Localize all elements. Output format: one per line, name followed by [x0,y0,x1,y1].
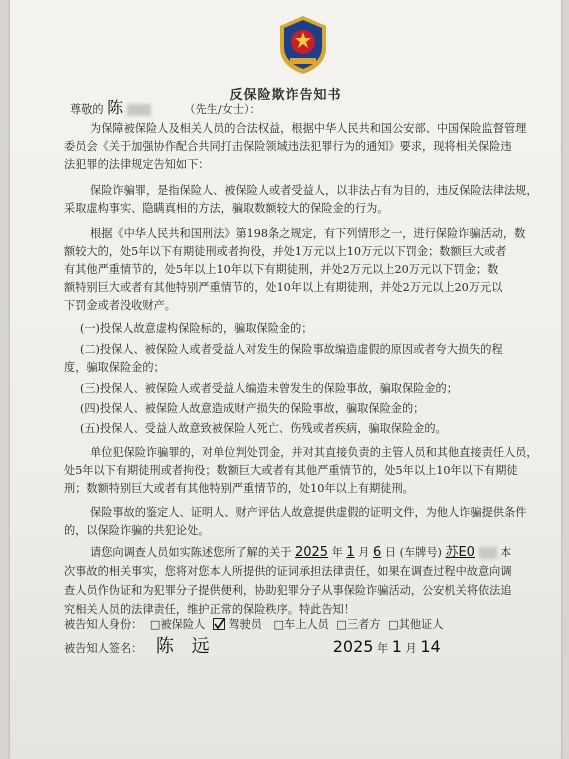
para-line: 额较大的，处5年以下有期徒刑或者拘役，并处1万元以上10万元以下罚金；数额巨大或者 [64,245,507,258]
salutation-suffix: （先生/女士）： [184,103,261,116]
option-driver-label: 驾驶员 [228,618,262,631]
para-line: 下罚金或者没收财产。 [64,299,176,312]
para-line: 为保障被保险人及相关人员的合法权益，根据中华人民共和国公安部、中国保险监督管理 [90,122,527,135]
para-line: 采取虚构事实、隐瞒真相的方法，骗取数额较大的保险金的行为。 [64,202,389,215]
checked-mark-icon [213,618,225,630]
para-line: 查人员作伪证和为犯罪分子提供便利，协助犯罪分子从事保险诈骗活动，公安机关将依法追 [64,584,512,597]
identity-row [64,618,447,632]
salutation-prefix: 尊敬的 [70,103,104,116]
redacted-plate [479,547,497,559]
sign-year-label: 年 [377,642,389,655]
sign-day: 14 [420,637,441,656]
para-line: 委员会《关于加强协作配合共同打击保险领域违法犯罪行为的通知》要求，现将相关保险违 [64,140,512,153]
para-line: 额特别巨大或者有其他特别严重情节的，处10年以上有期徒刑，并处2万元以上20万元以 [64,281,503,294]
para-line: 处5年以下有期徒刑或者拘役；数额巨大或者有其他严重情节的，处5年以上10年以下有期徒 [64,464,518,477]
signature-name: 陈 远 [155,636,216,657]
option-third-party: □三者方 [336,618,381,631]
document-page [10,0,561,759]
fill-line [90,546,511,560]
signature-label: 被告知人签名： [64,642,143,655]
para-line: 究相关人员的法律责任，维护正常的保险秩序。特此告知！ [64,603,355,616]
clause-2: (二)投保人、被保险人或者受益人对发生的保险事故编造虚假的原因或者夸大损失的程 [80,343,503,356]
option-other-witness: □其他证人 [388,618,444,631]
document-title: 反保险欺诈告知书 [229,88,342,103]
para-line: 单位犯保险诈骗罪的，对单位判处罚金，并对其直接负责的主管人员和其他直接责任人员， [90,446,538,459]
fill-year: 2025 [294,545,329,560]
para-line: 保险事故的鉴定人、证明人、财产评估人故意提供虚假的证明文件，为他人诈骗提供条件 [90,506,527,519]
option-passenger: □车上人员 [273,618,329,631]
clause-1: (一)投保人故意虚构保险标的，骗取保险金的； [80,322,313,335]
fill-day: 6 [372,545,382,560]
option-driver [213,618,270,631]
para-line: 的，以保险诈骗的共犯论处。 [64,524,210,537]
para-line: 法犯罪的法律规定告知如下： [64,158,210,171]
salutation [70,98,261,117]
clause-2-cont: 度，骗取保险金的； [64,361,165,374]
para-line: 有其他严重情节的，处5年以上10年以下有期徒刑，并处2万元以上20万元以下罚金；数 [64,263,499,276]
fill-month: 1 [346,545,355,560]
redacted-area [127,104,151,116]
option-insured: □被保险人 [149,618,206,631]
para-line: 请您向调查人员如实陈述您所了解的关于 [90,546,292,559]
para-line: 次事故的相关事实，您将对您本人所提供的证词承担法律责任，如果在调查过程中故意向调 [64,565,512,578]
plate-value: 苏E0 [445,545,475,560]
plate-label: (车牌号) [399,546,442,559]
sign-year: 2025 [332,637,374,656]
para-line: 保险诈骗罪，是指保险人、被保险人或者受益人，以非法占有为目的，违反保险法律法规， [90,184,538,197]
month-label: 月 [358,546,370,559]
year-label: 年 [331,546,343,559]
ben-label: 本 [500,546,512,559]
clause-5: (五)投保人、受益人故意致被保险人死亡、伤残或者疾病，骗取保险金的。 [80,422,447,435]
para-line: 根据《中华人民共和国刑法》第198条之规定，有下列情形之一，进行保险诈骗活动，数 [90,227,526,240]
sign-month-label: 月 [405,642,417,655]
salutation-name: 陈 [107,98,124,117]
identity-label: 被告知人身份： [64,618,143,631]
clause-4: (四)投保人、被保险人故意造成财产损失的保险事故，骗取保险金的； [80,402,425,415]
day-label: 日 [384,546,397,559]
sign-month: 1 [391,637,402,656]
clause-3: (三)投保人、被保险人或者受益人编造未曾发生的保险事故，骗取保险金的； [80,382,458,395]
police-emblem-icon [274,14,332,76]
para-line: 刑；数额特别巨大或者有其他特别严重情节的，处10年以上有期徒刑。 [64,482,414,495]
signature-row [64,636,441,657]
